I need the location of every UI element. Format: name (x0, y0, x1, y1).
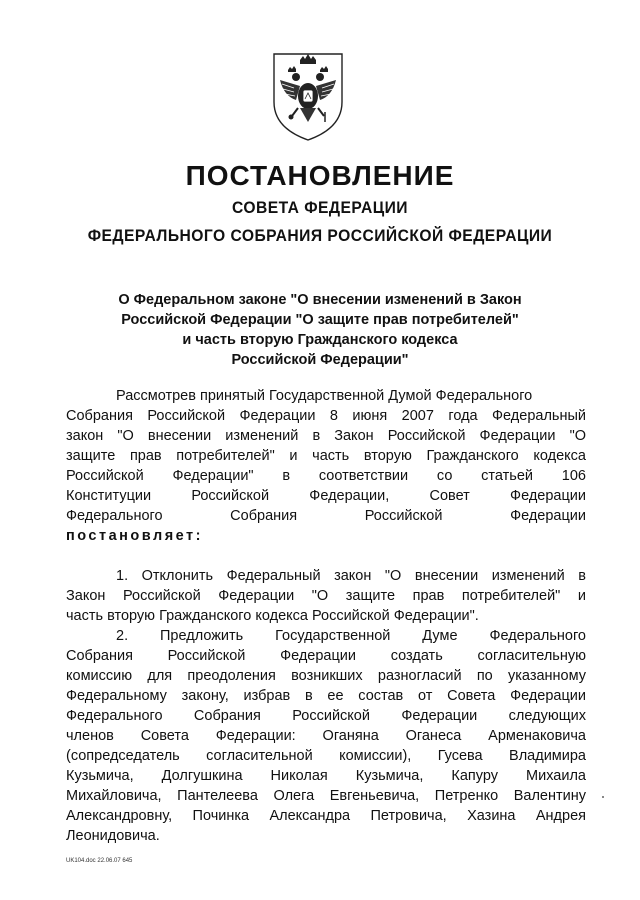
resolves-word: постановляет: (66, 528, 203, 544)
preamble-line: Собрания Российской Федерации 8 июня 2007 года Федеральный (66, 408, 586, 424)
issuer-line-2: ФЕДЕРАЛЬНОГО СОБРАНИЯ РОССИЙСКОЙ ФЕДЕРАЦИИ (87, 226, 553, 245)
item-line: Федеральному закону, избрав в ее состав от Совета Федерации (66, 688, 586, 704)
item-line: часть вторую Гражданского кодекса Российской Федерации". (66, 608, 479, 624)
item-line: членов Совета Федерации: Оганяна Оганеса Арменаковича (66, 728, 586, 744)
preamble-line: Рассмотрев принятый Государственной Думой Федерального (116, 388, 533, 404)
item-1-paragraph (66, 566, 586, 626)
item-line: Леонидовича. (66, 828, 160, 844)
preamble-line: защите прав потребителей" и часть вторую Гражданского кодекса (66, 448, 586, 464)
item-line: (сопредседатель согласительной комиссии), Гусева Владимира (66, 748, 586, 764)
item-line: Кузьмича, Долгушкина Николая Кузьмича, Капуру Михаила (66, 768, 586, 784)
subject-line: Российской Федерации "О защите прав потребителей" (121, 312, 519, 328)
item-line: 2. Предложить Государственной Думе Федерального (116, 628, 586, 644)
preamble-line: Российской Федерации" в соответствии со статьей 106 (66, 468, 586, 484)
scan-speck (602, 796, 604, 798)
preamble-line: Федерального Собрания Российской Федерации (66, 508, 586, 524)
item-line: Собрания Российской Федерации создать согласительную (66, 648, 586, 664)
subject-line: и часть вторую Гражданского кодекса (182, 332, 458, 348)
preamble-paragraph (66, 386, 586, 546)
document-title: ПОСТАНОВЛЕНИЕ (185, 160, 455, 191)
item-line: Александровну, Починка Александра Петровича, Хазина Андрея (66, 808, 586, 824)
file-reference: UK104.doc 22.06.07 645 (66, 858, 133, 864)
subject-line: О Федеральном законе "О внесении изменений в Закон (118, 292, 522, 308)
preamble-line: закон "О внесении изменений в Закон Российской Федерации "О (66, 428, 586, 444)
item-line: комиссию для преодоления возникших разногласий по указанному (66, 668, 586, 684)
russian-double-headed-eagle-emblem-icon (270, 50, 346, 142)
issuer-line-1: СОВЕТА ФЕДЕРАЦИИ (232, 198, 408, 217)
item-line: 1. Отклонить Федеральный закон "О внесении изменений в (116, 568, 586, 584)
preamble-line: Конституции Российской Федерации, Совет Федерации (66, 488, 586, 504)
item-line: Михайловича, Пантелеева Олега Евгеньевича, Петренко Валентину (66, 788, 586, 804)
document-subject (0, 290, 640, 370)
subject-line: Российской Федерации" (231, 352, 409, 368)
item-2-paragraph (66, 626, 586, 846)
item-line: Закон Российской Федерации "О защите прав потребителей" и (66, 588, 586, 604)
item-line: Федерального Собрания Российской Федерации следующих (66, 708, 586, 724)
